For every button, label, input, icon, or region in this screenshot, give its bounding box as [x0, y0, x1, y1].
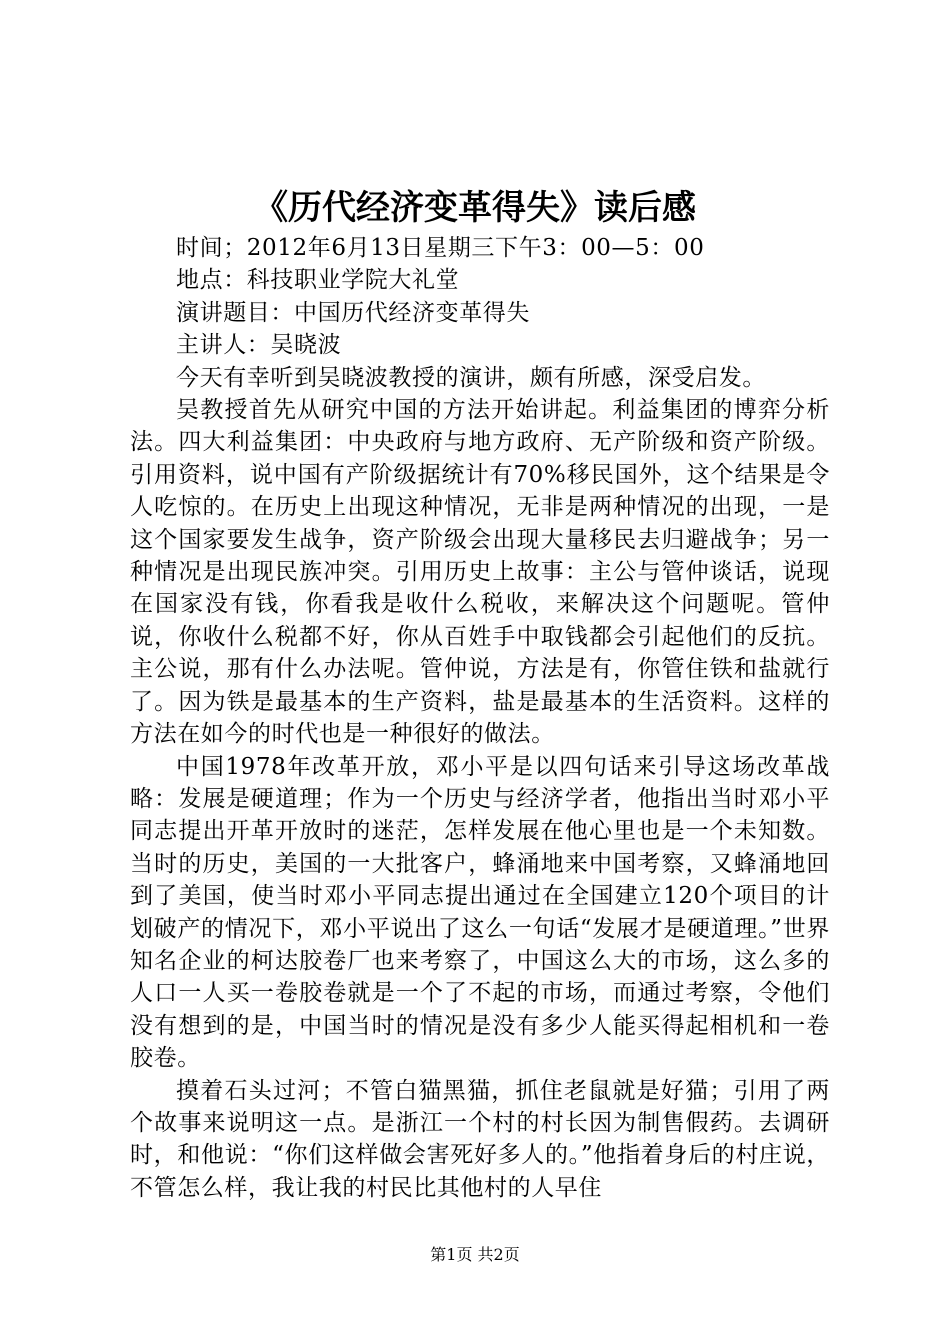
meta-topic: 演讲题目：中国历代经济变革得失 [176, 299, 530, 326]
meta-speaker: 主讲人：吴晓波 [176, 332, 342, 359]
body-paragraph: 摸着石头过河；不管白猫黑猫，抓住老鼠就是好猫；引用了两个故事来说明这一点。是浙江一个村的村长因为制售假药。去调研时，和他说：“你们这样做会害死好多人的。”他指着身后的村庄说，不管怎么样，我让我的村民比其他村的人早住 [130, 1077, 830, 1201]
body-paragraph: 中国1978年改革开放，邓小平是以四句话来引导这场改革战略：发展是硬道理；作为一个历史与经济学者，他指出当时邓小平同志提出开革开放时的迷茫，怎样发展在他心里也是一个未知数。当时的历史，美国的一大批客户，蜂涌地来中国考察，又蜂涌地回到了美国，使当时邓小平同志提出通过在全国建立120个项目的计划破产的情况下，邓小平说出了这么一句话“发展才是硬道理。”世界知名企业的柯达胶卷厂也来考察了，中国这么大的市场，这么多的人口一人买一卷胶卷就是一个了不起的市场，而通过考察，令他们没有想到的是，中国当时的情况是没有多少人能买得起相机和一卷胶卷。 [130, 753, 830, 1072]
meta-place: 地点：科技职业学院大礼堂 [176, 267, 460, 294]
page-footer: 第1页 共2页 [430, 1245, 520, 1264]
document-title: 《历代经济变革得失》读后感 [254, 188, 696, 228]
body-paragraph: 吴教授首先从研究中国的方法开始讲起。利益集团的博弈分析法。四大利益集团：中央政府与地方政府、无产阶级和资产阶级。引用资料，说中国有产阶级据统计有70%移民国外，这个结果是令人吃惊的。在历史上出现这种情况，无非是两种情况的出现，一是这个国家要发生战争，资产阶级会出现大量移民去归避战争；另一种情况是出现民族冲突。引用历史上故事：主公与管仲谈话，说现在国家没有钱，你看我是收什么税收，来解决这个问题呢。管仲说，你收什么税都不好，你从百姓手中取钱都会引起他们的反抗。主公说，那有什么办法呢。管仲说，方法是有，你管住铁和盐就行了。因为铁是最基本的生产资料，盐是最基本的生活资料。这样的方法在如今的时代也是一种很好的做法。 [130, 397, 830, 748]
body-paragraph: 今天有幸听到吴晓波教授的演讲，颇有所感，深受启发。 [176, 364, 766, 391]
document-body [130, 232, 830, 1204]
meta-time: 时间；2012年6月13日星期三下午3：00—5：00 [176, 235, 705, 261]
